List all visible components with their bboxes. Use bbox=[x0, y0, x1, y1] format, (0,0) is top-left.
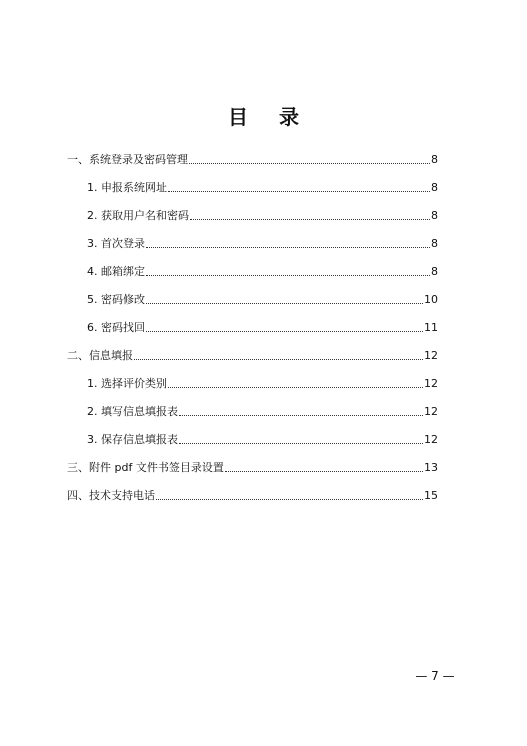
toc-entry[interactable] bbox=[87, 233, 438, 251]
toc-leader-dots bbox=[146, 247, 430, 248]
toc-leader-dots bbox=[168, 191, 430, 192]
toc-entry-label: 5. 密码修改 bbox=[87, 293, 145, 306]
toc-entry-page: 12 bbox=[424, 433, 438, 446]
toc-entry-label: 1. 申报系统网址 bbox=[87, 181, 167, 194]
toc-entry[interactable] bbox=[67, 485, 438, 503]
toc-entry[interactable] bbox=[67, 345, 438, 363]
toc-entry-page: 12 bbox=[424, 405, 438, 418]
toc-leader-dots bbox=[146, 275, 430, 276]
toc-entry-page: 8 bbox=[431, 209, 438, 222]
toc-entry-page: 8 bbox=[431, 265, 438, 278]
toc-title: 目 录 bbox=[228, 105, 311, 129]
toc-entry-label: 二、信息填报 bbox=[67, 349, 133, 362]
toc-entry-label: 一、系统登录及密码管理 bbox=[67, 153, 188, 166]
toc-entry-page: 11 bbox=[424, 321, 438, 334]
toc-entry-page: 12 bbox=[424, 377, 438, 390]
toc-entry-page: 15 bbox=[424, 489, 438, 502]
toc-entry[interactable] bbox=[87, 317, 438, 335]
toc-entry-page: 8 bbox=[431, 181, 438, 194]
toc-entry[interactable] bbox=[87, 429, 438, 447]
toc-entry[interactable] bbox=[87, 261, 438, 279]
toc-leader-dots bbox=[179, 443, 423, 444]
toc-leader-dots bbox=[168, 387, 423, 388]
toc-entry[interactable] bbox=[87, 401, 438, 419]
toc-entry-page: 8 bbox=[431, 237, 438, 250]
toc-leader-dots bbox=[156, 499, 423, 500]
toc-leader-dots bbox=[134, 359, 423, 360]
toc-leader-dots bbox=[179, 415, 423, 416]
toc-entry-page: 12 bbox=[424, 349, 438, 362]
toc-entry-page: 13 bbox=[424, 461, 438, 474]
toc-leader-dots bbox=[225, 471, 423, 472]
toc-leader-dots bbox=[189, 163, 430, 164]
toc-entry[interactable] bbox=[87, 373, 438, 391]
toc-entry[interactable] bbox=[67, 457, 438, 475]
toc-entry-label: 四、技术支持电话 bbox=[67, 489, 155, 502]
toc-leader-dots bbox=[146, 303, 423, 304]
toc-leader-dots bbox=[190, 219, 430, 220]
toc-entry-page: 10 bbox=[424, 293, 438, 306]
toc-entry-label: 3. 首次登录 bbox=[87, 237, 145, 250]
toc-entry-label: 3. 保存信息填报表 bbox=[87, 433, 178, 446]
toc-entry-label: 2. 获取用户名和密码 bbox=[87, 209, 189, 222]
toc-entry-label: 6. 密码找回 bbox=[87, 321, 145, 334]
toc-entry-label: 三、附件 pdf 文件书签目录设置 bbox=[67, 461, 224, 474]
toc-entry[interactable] bbox=[87, 177, 438, 195]
toc-entry[interactable] bbox=[67, 149, 438, 167]
page-number: — 7 — bbox=[415, 669, 455, 683]
toc-entry[interactable] bbox=[87, 289, 438, 307]
toc-leader-dots bbox=[146, 331, 423, 332]
toc-entry[interactable] bbox=[87, 205, 438, 223]
toc-entry-label: 4. 邮箱绑定 bbox=[87, 265, 145, 278]
toc-entry-label: 1. 选择评价类别 bbox=[87, 377, 167, 390]
toc-entry-label: 2. 填写信息填报表 bbox=[87, 405, 178, 418]
toc-entry-page: 8 bbox=[431, 153, 438, 166]
